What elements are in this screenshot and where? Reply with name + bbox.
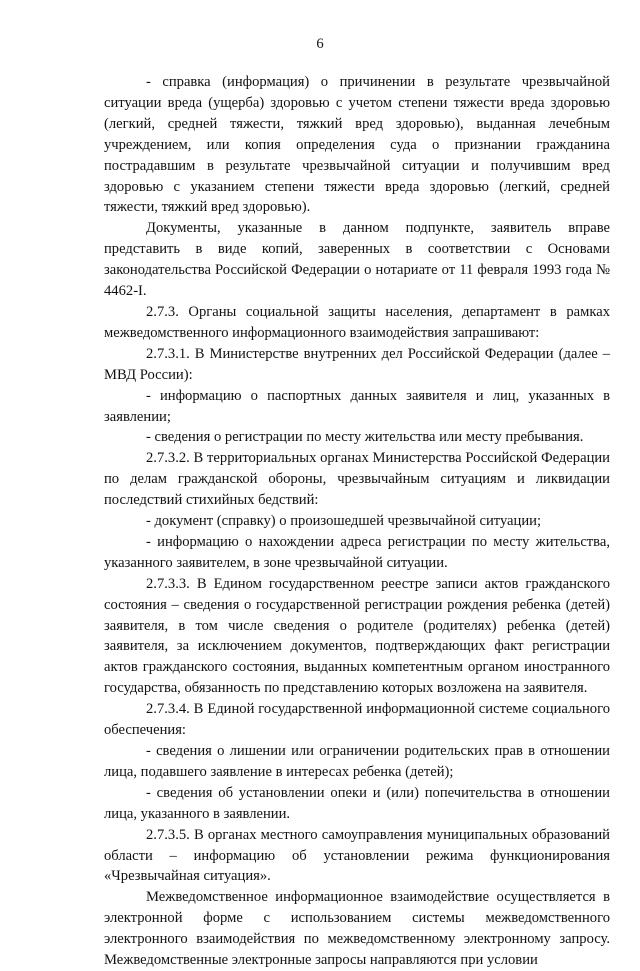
paragraph-2-7-3-2: 2.7.3.2. В территориальных органах Министерства Российской Федерации по делам гражданской обороны, чрезвычайным ситуациям и ликвидации последствий стихийных бедствий: [104,450,610,509]
paragraph-2-7-3-5: 2.7.3.5. В органах местного самоуправления муниципальных образований области – информацию об установлении режима функционирования «Чрезвычайная ситуация». [104,826,610,885]
paragraph-documents-copies: Документы, указанные в данном подпункте, заявитель вправе представить в виде копий, заверенных в соответствии с Основами законодательства Российской Федерации о нотариате от 11 февраля 1993 года № 4462-I. [104,220,610,300]
paragraph-2-7-3-3: 2.7.3.3. В Едином государственном реестре записи актов гражданского состояния – сведения о государственной регистрации рождения ребенка (детей) заявителя, в том числе сведения о родителе (родителях) ребенка (детей) заявителя, за исключением документов, подтверждающих факт регистрации актов гражданского состояния, выданных компетентным органом иностранного государства, обязанность по представлению которых возложена на заявителя. [104,575,610,697]
list-item-emergency-document: - документ (справку) о произошедшей чрезвычайной ситуации; [146,513,542,530]
list-item-address-in-zone: - информацию о нахождении адреса регистрации по месту жительства, указанного заявителем, в зоне чрезвычайной ситуации. [104,533,610,571]
paragraph-medical-certificate: - справка (информация) о причинении в результате чрезвычайной ситуации вреда (ущерба) здоровью с учетом степени тяжести вреда здоровью (легкий, средней тяжести, тяжкий вред здоровью), выданная лечебным учреждением, или копия определения суда о признании гражданина пострадавшим в результате чрезвычайной ситуации и получившим вред здоровью с указанием степени тяжести вреда здоровью (легкий, средней тяжести, тяжкий вред здоровью). [104,74,610,216]
list-item-guardianship: - сведения об установлении опеки и (или) попечительства в отношении лица, указанного в заявлении. [104,784,610,822]
paragraph-interagency-interaction: Межведомственное информационное взаимодействие осуществляется в электронной форме с использованием системы межведомственного электронного взаимодействия по межведомственному электронному запросу. Межведомственные электронные запросы направляются при условии [104,889,610,969]
list-item-registration: - сведения о регистрации по месту жительства или месту пребывания. [146,429,584,446]
paragraph-2-7-3-4: 2.7.3.4. В Единой государственной информационной системе социального обеспечения: [104,701,610,739]
paragraph-2-7-3: 2.7.3. Органы социальной защиты населения, департамент в рамках межведомственного информационного взаимодействия запрашивают: [104,303,610,341]
paragraph-2-7-3-1: 2.7.3.1. В Министерстве внутренних дел Российской Федерации (далее – МВД России): [104,345,610,383]
list-item-passport-data: - информацию о паспортных данных заявителя и лиц, указанных в заявлении; [104,387,610,425]
document-body [104,72,610,971]
list-item-parental-rights: - сведения о лишении или ограничении родительских прав в отношении лица, подавшего заявление в интересах ребенка (детей); [104,743,610,780]
page-number: 6 [316,36,324,52]
